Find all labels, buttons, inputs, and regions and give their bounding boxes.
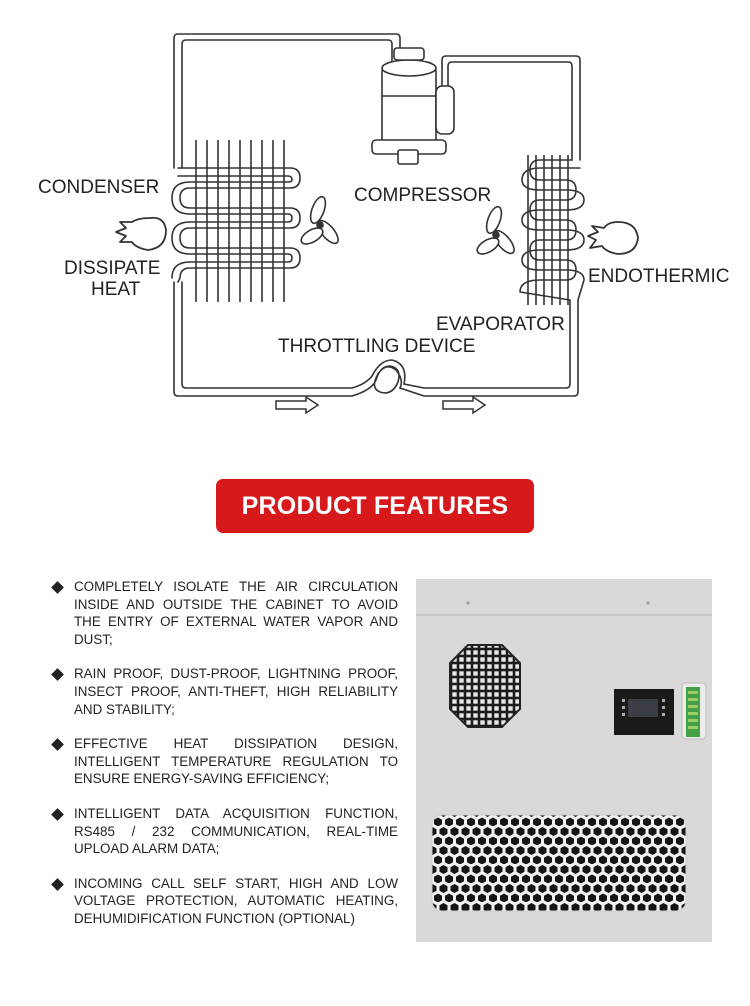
feature-text: INCOMING CALL SELF START, HIGH AND LOW VOLTAGE PROTECTION, AUTOMATIC HEATING, DEHUMIDIFICATION FUNCTION (OPTIONAL): [74, 875, 398, 926]
controller-button: [662, 706, 665, 709]
condenser-label: CONDENSER: [38, 177, 160, 198]
diamond-bullet-icon: [51, 878, 64, 891]
refrigerant-pipe: [174, 34, 400, 168]
endothermic-label: ENDOTHERMIC: [588, 266, 730, 287]
refrigerant-pipe: [442, 56, 580, 160]
throttling-coil: [352, 360, 424, 396]
feature-text: INTELLIGENT DATA ACQUISITION FUNCTION, RS485 / 232 COMMUNICATION, REAL-TIME UPLOAD ALARM DATA;: [74, 805, 398, 857]
list-item: [48, 578, 398, 648]
feature-text: RAIN PROOF, DUST-PROOF, LIGHTNING PROOF, INSECT PROOF, ANTI-THEFT, HIGH RELIABILITY AND STABILITY;: [74, 666, 398, 717]
diamond-bullet-icon: [51, 738, 64, 751]
dissipate-heat-label: DISSIPATE: [64, 258, 161, 279]
product-features-banner: [216, 479, 534, 533]
screw-icon: [646, 601, 649, 604]
heat-out-arrow-icon: [116, 218, 166, 250]
refrigerant-pipe: [448, 62, 572, 160]
list-item: [48, 875, 398, 928]
diamond-bullet-icon: [51, 808, 64, 821]
diamond-bullet-icon: [51, 669, 64, 682]
fan-icon: [299, 195, 342, 247]
cabinet-air-conditioner-image: [416, 579, 712, 942]
refrigeration-cycle-diagram: [0, 0, 750, 440]
diamond-bullet-icon: [51, 581, 64, 594]
feature-text: EFFECTIVE HEAT DISSIPATION DESIGN, INTELLIGENT TEMPERATURE REGULATION TO ENSURE ENERGY-SAVING EFFICIENCY;: [74, 736, 398, 787]
fan-grille: [450, 645, 520, 727]
dissipate-heat-label: HEAT: [91, 279, 141, 300]
hex-vent: [432, 815, 686, 911]
banner-title: PRODUCT FEATURES: [241, 491, 509, 520]
throttling-device-label: THROTTLING DEVICE: [278, 336, 476, 357]
controller-button: [662, 713, 665, 716]
condenser-fins: [196, 140, 284, 302]
flow-arrow-icon: [276, 397, 318, 413]
controller-button: [622, 699, 625, 702]
feature-list: [48, 578, 398, 945]
controller-button: [622, 713, 625, 716]
controller-button: [662, 699, 665, 702]
heat-in-arrow-icon: [588, 222, 638, 254]
screw-icon: [466, 601, 469, 604]
list-item: [48, 805, 398, 858]
compressor-label: COMPRESSOR: [354, 185, 492, 206]
flow-arrow-icon: [443, 397, 485, 413]
refrigerant-pipe: [182, 40, 392, 168]
controller-display: [628, 699, 658, 717]
feature-text: COMPLETELY ISOLATE THE AIR CIRCULATION INSIDE AND OUTSIDE THE CABINET TO AVOID THE ENTRY OF EXTERNAL WATER VAPOR AND DUST;: [74, 579, 398, 647]
list-item: [48, 735, 398, 788]
controller-button: [622, 706, 625, 709]
evaporator-label: EVAPORATOR: [436, 314, 565, 335]
fan-icon: [475, 205, 518, 257]
list-item: [48, 665, 398, 718]
